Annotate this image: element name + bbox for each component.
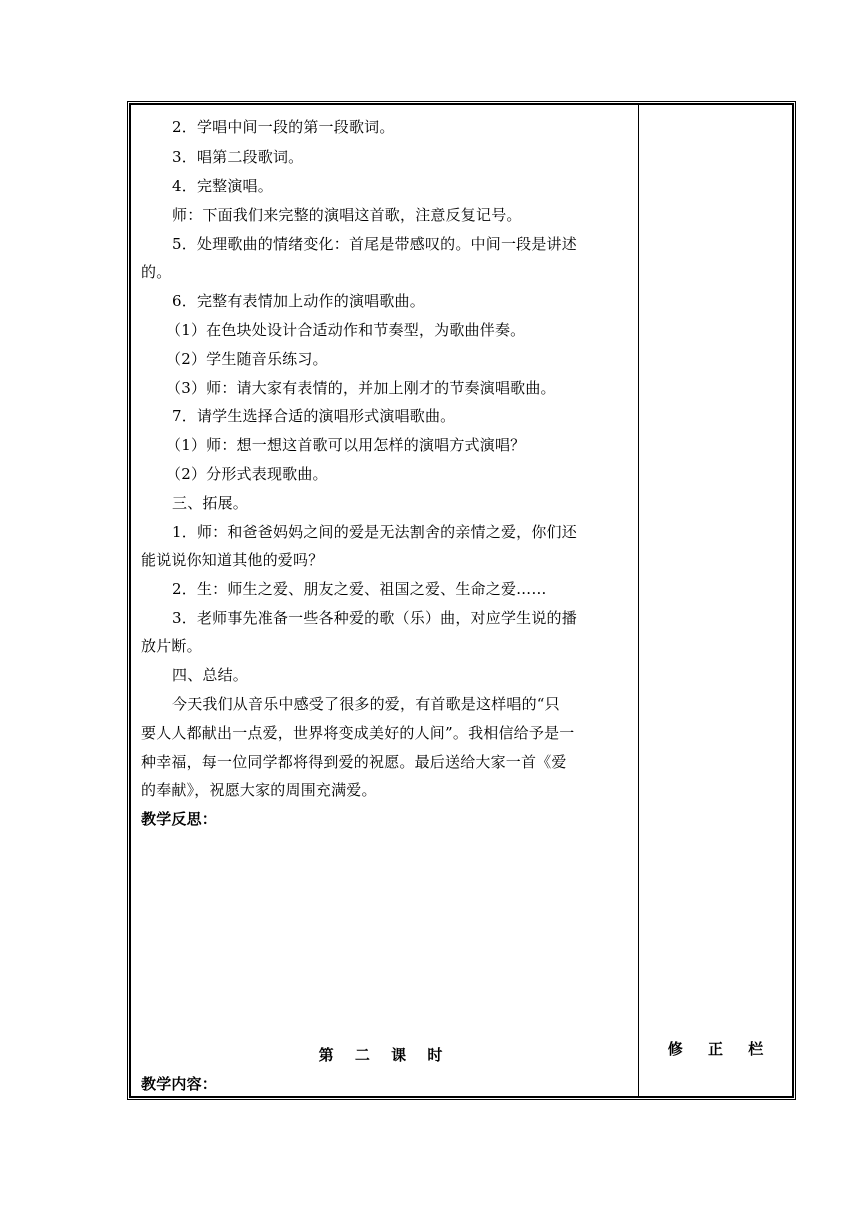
text-line: 4．完整演唱。 [172, 177, 273, 195]
text-line: 5．处理歌曲的情绪变化：首尾是带感叹的。中间一段是讲述 [172, 235, 577, 253]
lesson-title: 第 二 课 时 [318, 1046, 451, 1064]
text-line: 要人人都献出一点爱，世界将变成美好的人间”。我相信给予是一 [141, 724, 575, 742]
text-line: 1．师：和爸爸妈妈之间的爱是无法割舍的亲情之爱，你们还 [172, 523, 577, 541]
text-line: 种幸福，每一位同学都将得到爱的祝愿。最后送给大家一首《爱 [141, 753, 567, 771]
text-line: （1）师：想一想这首歌可以用怎样的演唱方式演唱？ [166, 436, 526, 454]
text-line: 今天我们从音乐中感受了很多的爱，有首歌是这样唱的“只 [172, 695, 560, 713]
text-line: 7．请学生选择合适的演唱形式演唱歌曲。 [172, 407, 456, 425]
text-line: 3．唱第二段歌词。 [172, 148, 304, 166]
section-heading: 三、拓展。 [172, 494, 249, 512]
revision-column-title: 修 正 栏 [667, 1040, 764, 1058]
text-line: （1）在色块处设计合适动作和节奏型，为歌曲伴奏。 [166, 321, 526, 339]
text-line: （2）分形式表现歌曲。 [166, 465, 328, 483]
text-line: 的。 [141, 263, 172, 281]
text-line: 师：下面我们来完整的演唱这首歌，注意反复记号。 [172, 206, 522, 224]
text-line: 6．完整有表情加上动作的演唱歌曲。 [172, 292, 425, 310]
text-line: 2．生：师生之爱、朋友之爱、祖国之爱、生命之爱…… [172, 580, 547, 598]
text-line: 3．老师事先准备一些各种爱的歌（乐）曲，对应学生说的播 [172, 609, 577, 627]
text-line: 2．学唱中间一段的第一段歌词。 [172, 118, 395, 136]
lesson-plan-table [129, 103, 794, 1098]
text-line: （2）学生随音乐练习。 [166, 350, 328, 368]
text-line: 放片断。 [141, 637, 202, 655]
revision-column [639, 105, 792, 1096]
text-line: （3）师：请大家有表情的，并加上刚才的节奏演唱歌曲。 [166, 379, 556, 397]
section-heading: 四、总结。 [172, 666, 249, 684]
content-label: 教学内容： [141, 1075, 218, 1093]
text-line: 的奉献》，祝愿大家的周围充满爱。 [141, 781, 377, 799]
lesson-content-cell [131, 105, 638, 1096]
reflection-label: 教学反思： [141, 810, 218, 828]
text-line: 能说说你知道其他的爱吗？ [141, 551, 324, 569]
